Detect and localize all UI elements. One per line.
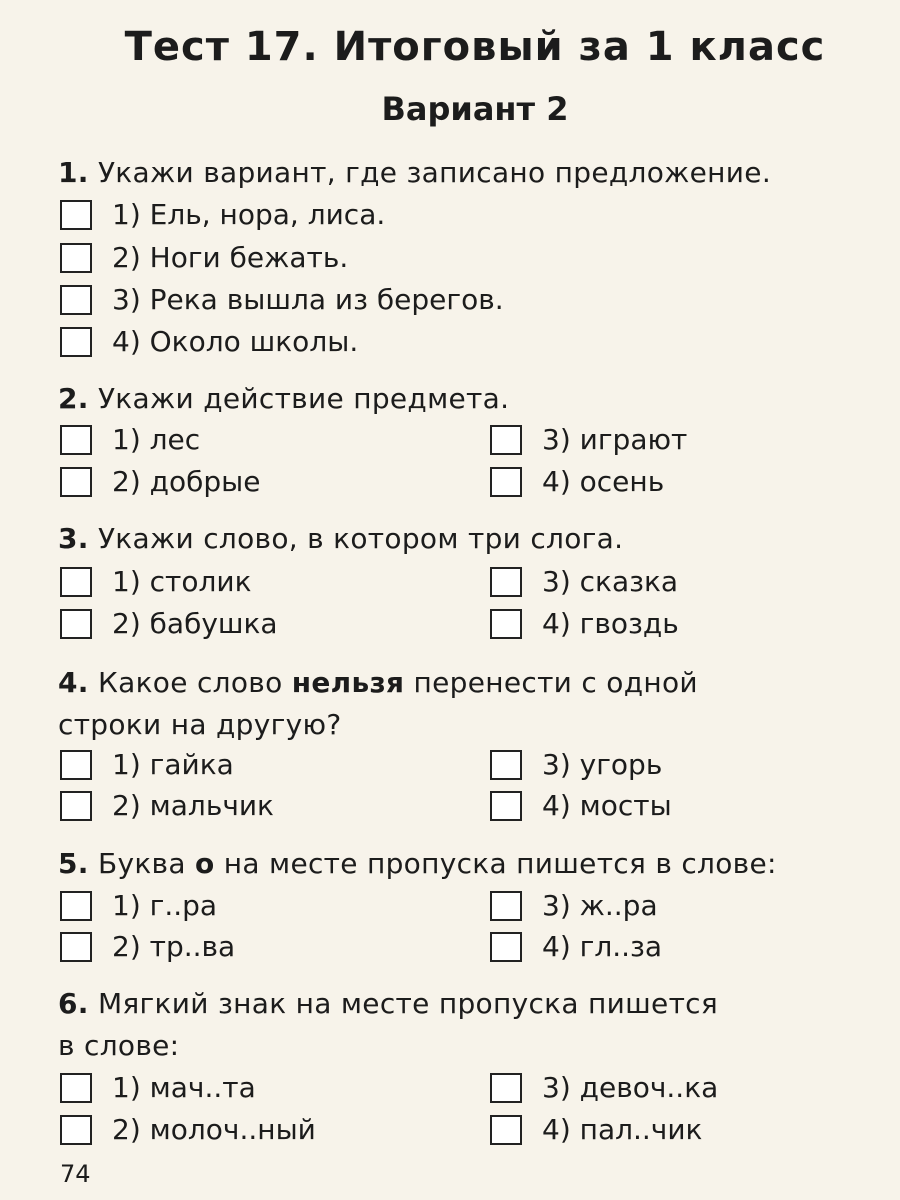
option-1-2[interactable] — [60, 238, 348, 278]
question-number: 6. — [58, 987, 89, 1020]
question-number: 4. — [58, 666, 89, 699]
option-3-1[interactable] — [60, 562, 251, 602]
answer-checkbox[interactable] — [490, 1073, 522, 1103]
option-3-3[interactable] — [490, 562, 678, 602]
answer-checkbox[interactable] — [60, 243, 92, 273]
option-label: 1) лес — [112, 423, 201, 456]
answer-checkbox[interactable] — [60, 425, 92, 455]
option-label: 4) гвоздь — [542, 607, 679, 640]
answer-checkbox[interactable] — [490, 791, 522, 821]
question-4 — [58, 662, 888, 746]
answer-checkbox[interactable] — [60, 609, 92, 639]
option-4-2[interactable] — [60, 786, 274, 826]
option-label: 1) столик — [112, 565, 252, 598]
option-2-3[interactable] — [490, 420, 687, 460]
answer-checkbox[interactable] — [490, 567, 522, 597]
question-number: 1. — [58, 156, 89, 189]
option-label: 1) гайка — [112, 748, 234, 781]
option-1-1[interactable] — [60, 195, 385, 235]
option-label: 2) мальчик — [112, 789, 274, 822]
question-text-line2: в слове: — [58, 1029, 180, 1062]
option-5-4[interactable] — [490, 927, 662, 967]
option-2-2[interactable] — [60, 462, 261, 502]
option-1-3[interactable] — [60, 280, 504, 320]
answer-checkbox[interactable] — [490, 750, 522, 780]
answer-checkbox[interactable] — [60, 327, 92, 357]
question-number: 5. — [58, 847, 89, 880]
option-4-1[interactable] — [60, 745, 234, 785]
option-label: 4) осень — [542, 465, 665, 498]
option-2-4[interactable] — [490, 462, 664, 502]
answer-checkbox[interactable] — [60, 791, 92, 821]
option-5-1[interactable] — [60, 886, 217, 926]
answer-checkbox[interactable] — [490, 891, 522, 921]
question-text: Укажи вариант, где записано предложение. — [97, 156, 772, 189]
question-3 — [58, 518, 888, 560]
answer-checkbox[interactable] — [60, 467, 92, 497]
question-text: на месте пропуска пишется в слове: — [223, 847, 777, 880]
answer-checkbox[interactable] — [490, 467, 522, 497]
option-label: 4) мосты — [542, 789, 672, 822]
question-text: Укажи действие предмета. — [97, 382, 510, 415]
option-label: 1) мач..та — [112, 1071, 256, 1104]
option-label: 2) бабушка — [112, 607, 278, 640]
option-label: 4) пал..чик — [542, 1113, 703, 1146]
answer-checkbox[interactable] — [490, 1115, 522, 1145]
option-label: 3) сказка — [542, 565, 679, 598]
variant-title: Вариант 2 — [381, 90, 569, 128]
test-title: Тест 17. Итоговый за 1 класс — [124, 24, 826, 70]
question-6 — [58, 983, 888, 1067]
option-label: 4) Около школы. — [112, 325, 359, 358]
option-5-2[interactable] — [60, 927, 235, 967]
question-5 — [58, 843, 888, 885]
answer-checkbox[interactable] — [490, 425, 522, 455]
question-number: 2. — [58, 382, 89, 415]
answer-checkbox[interactable] — [490, 609, 522, 639]
option-6-4[interactable] — [490, 1110, 702, 1150]
question-number: 3. — [58, 522, 89, 555]
option-label: 2) добрые — [112, 465, 261, 498]
option-3-4[interactable] — [490, 604, 679, 644]
question-text: перенести с одной — [413, 666, 698, 699]
question-text-emphasis: о — [195, 847, 215, 880]
option-label: 3) угорь — [542, 748, 663, 781]
question-text: Мягкий знак на месте пропуска пишется — [97, 987, 719, 1020]
option-label: 1) г..ра — [112, 889, 218, 922]
option-label: 3) ж..ра — [542, 889, 658, 922]
page-number: 74 — [60, 1160, 91, 1188]
answer-checkbox[interactable] — [490, 932, 522, 962]
answer-checkbox[interactable] — [60, 285, 92, 315]
option-6-2[interactable] — [60, 1110, 316, 1150]
question-2 — [58, 378, 888, 420]
question-text-emphasis: нельзя — [291, 666, 405, 699]
answer-checkbox[interactable] — [60, 200, 92, 230]
option-4-4[interactable] — [490, 786, 672, 826]
option-5-3[interactable] — [490, 886, 658, 926]
option-2-1[interactable] — [60, 420, 200, 460]
option-3-2[interactable] — [60, 604, 278, 644]
answer-checkbox[interactable] — [60, 567, 92, 597]
option-1-4[interactable] — [60, 322, 358, 362]
option-label: 1) Ель, нора, лиса. — [112, 198, 386, 231]
question-text: Укажи слово, в котором три слога. — [97, 522, 624, 555]
answer-checkbox[interactable] — [60, 750, 92, 780]
question-text: Буква — [97, 847, 186, 880]
option-label: 2) молоч..ный — [112, 1113, 316, 1146]
answer-checkbox[interactable] — [60, 1115, 92, 1145]
answer-checkbox[interactable] — [60, 932, 92, 962]
option-label: 2) Ноги бежать. — [112, 241, 349, 274]
answer-checkbox[interactable] — [60, 1073, 92, 1103]
option-6-1[interactable] — [60, 1068, 256, 1108]
answer-checkbox[interactable] — [60, 891, 92, 921]
option-6-3[interactable] — [490, 1068, 718, 1108]
question-text: Какое слово — [97, 666, 283, 699]
option-label: 3) Река вышла из берегов. — [112, 283, 504, 316]
option-label: 3) играют — [542, 423, 688, 456]
question-1 — [58, 152, 888, 194]
option-label: 2) тр..ва — [112, 930, 236, 963]
question-text-line2: строки на другую? — [58, 708, 342, 741]
option-label: 3) девоч..ка — [542, 1071, 719, 1104]
option-4-3[interactable] — [490, 745, 662, 785]
option-label: 4) гл..за — [542, 930, 663, 963]
